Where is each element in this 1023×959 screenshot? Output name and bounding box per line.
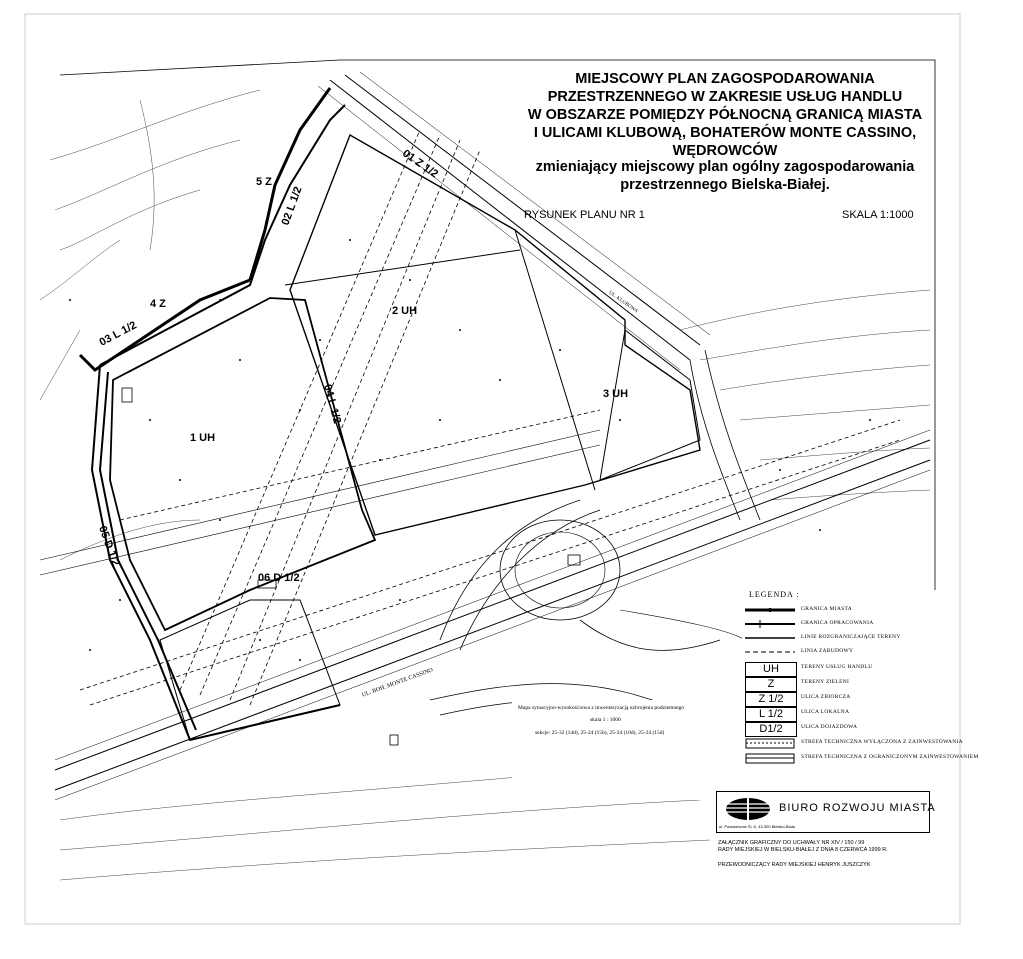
subtitle-line: przestrzennego Bielska-Białej. <box>620 177 830 193</box>
legend-symbol: Z <box>745 677 797 692</box>
title-line: MIEJSCOWY PLAN ZAGOSPODAROWANIA <box>575 71 875 87</box>
legend-item <box>743 722 943 736</box>
zone-label-4z: 4 Z <box>150 298 166 310</box>
legend-symbol: D1/2 <box>745 722 797 737</box>
building-line-symbol <box>745 646 795 659</box>
road-label-06: 06 D 1/2 <box>258 572 300 584</box>
drawing-label: RYSUNEK PLANU NR 1 <box>524 209 645 221</box>
road-label-02: 02 L 1/2 <box>279 185 305 227</box>
zone-label-2uh: 2 UH <box>392 305 418 317</box>
city-boundary-west <box>80 280 250 370</box>
legend-label: ULICA LOKALNA <box>801 709 850 715</box>
dividing-line-symbol <box>745 632 795 645</box>
legend-symbol: Z 1/2 <box>745 692 797 707</box>
city-boundary-symbol <box>745 604 795 617</box>
notes-scale: skala 1 : 1000 <box>590 717 621 723</box>
legend-symbol: UH <box>745 662 797 677</box>
technical-strip-limited-symbol <box>745 752 795 765</box>
technical-strip-excluded-symbol <box>745 737 795 750</box>
plan-boundary <box>92 105 345 740</box>
legend-item <box>743 646 943 660</box>
zone-label-3uh: 3 UH <box>603 388 629 400</box>
notes-sheets: sekcje: 25-32 (14d), 25-24 (15b), 25-24 (10d), 25-24 (15d) <box>535 730 665 736</box>
legend-item <box>743 752 979 766</box>
plan-title <box>515 70 935 160</box>
legend-item <box>743 632 943 646</box>
legend-item <box>743 618 943 632</box>
title-line: WĘDROWCÓW <box>672 143 778 159</box>
legend-item <box>743 604 943 618</box>
office-name: BIURO ROZWOJU MIASTA <box>779 802 936 814</box>
chairman: PRZEWODNICZĄCY RADY MIEJSKIEJ HENRYK JUSZCZYK <box>718 862 871 868</box>
legend-symbol: L 1/2 <box>745 707 797 722</box>
legend-item <box>743 737 963 751</box>
legend-label: GRANICA OPRACOWANIA <box>801 620 874 626</box>
office-logo <box>723 796 773 822</box>
legend-label: ULICA DOJAZDOWA <box>801 724 858 730</box>
road-label-01: 01 Z 1/2 <box>400 147 441 181</box>
attachment-text <box>718 840 888 854</box>
zone-2uh-boundary <box>290 135 700 535</box>
road-label-03: 03 L 1/2 <box>97 319 139 349</box>
legend-heading: LEGENDA : <box>749 590 800 599</box>
title-line: W OBSZARZE POMIĘDZY PÓŁNOCNĄ GRANICĄ MIASTA <box>527 107 923 123</box>
attachment-line: RADY MIEJSKIEJ W BIELSKU-BIAŁEJ Z DNIA 8 CZERWCA 1999 R. <box>718 847 888 853</box>
zone-1uh-boundary <box>110 298 375 630</box>
legend-label: TERENY USŁUG HANDLU <box>801 664 873 670</box>
office-address: ul. Powstańców Śl. 6, 43-300 Bielsko-Biała <box>719 824 795 829</box>
road-label-04: 04 L 1/2 <box>321 383 344 425</box>
legend-label: GRANICA MIASTA <box>801 606 852 612</box>
attachment-line: ZAŁĄCZNIK GRAFICZNY DO UCHWAŁY NR XIV / 150 / 99 <box>718 840 865 846</box>
plan-boundary-symbol <box>745 618 795 631</box>
legend-item <box>743 692 943 706</box>
title-line: PRZESTRZENNEGO W ZAKRESIE USŁUG HANDLU <box>547 89 903 105</box>
legend-label: STREFA TECHNICZNA Z OGRANICZONYM ZAINWESTOWANIEM <box>801 754 979 760</box>
zone-3uh-boundary <box>600 330 700 480</box>
legend-label: LINIE ROZGRANICZAJĄCE TERENY <box>801 634 901 640</box>
legend-item <box>743 677 943 691</box>
legend-item <box>743 662 943 676</box>
title-line: I ULICAMI KLUBOWĄ, BOHATERÓW MONTE CASSINO, <box>533 125 917 141</box>
zone-south <box>160 600 340 740</box>
interchange <box>430 500 745 735</box>
notes-heading: Mapa sytuacyjno-wysokościowa z inwentaryzacją uzbrojenia podziemnego <box>518 705 685 711</box>
subtitle-line: zmieniający miejscowy plan ogólny zagospodarowania <box>535 159 915 175</box>
legend-label: ULICA ZBIORCZA <box>801 694 851 700</box>
scale-label: SKALA 1:1000 <box>842 209 914 221</box>
street-label-klubowa: UL. KLUBOWA <box>607 290 639 315</box>
street-label-monte-cassino: UL. BOH. MONTE CASSINO <box>361 667 434 699</box>
plan-subtitle <box>515 158 935 194</box>
legend-label: STREFA TECHNICZNA WYŁĄCZONA Z ZAINWESTOWANIA <box>801 739 963 745</box>
zone-label-5z: 5 Z <box>256 176 272 188</box>
office-box <box>716 791 936 833</box>
road-label-05: 05 D 1/2 <box>96 524 122 568</box>
legend-item <box>743 707 943 721</box>
legend-label: LINIA ZABUDOWY <box>801 648 854 654</box>
zone-label-1uh: 1 UH <box>190 432 216 444</box>
legend-label: TERENY ZIELENI <box>801 679 850 685</box>
